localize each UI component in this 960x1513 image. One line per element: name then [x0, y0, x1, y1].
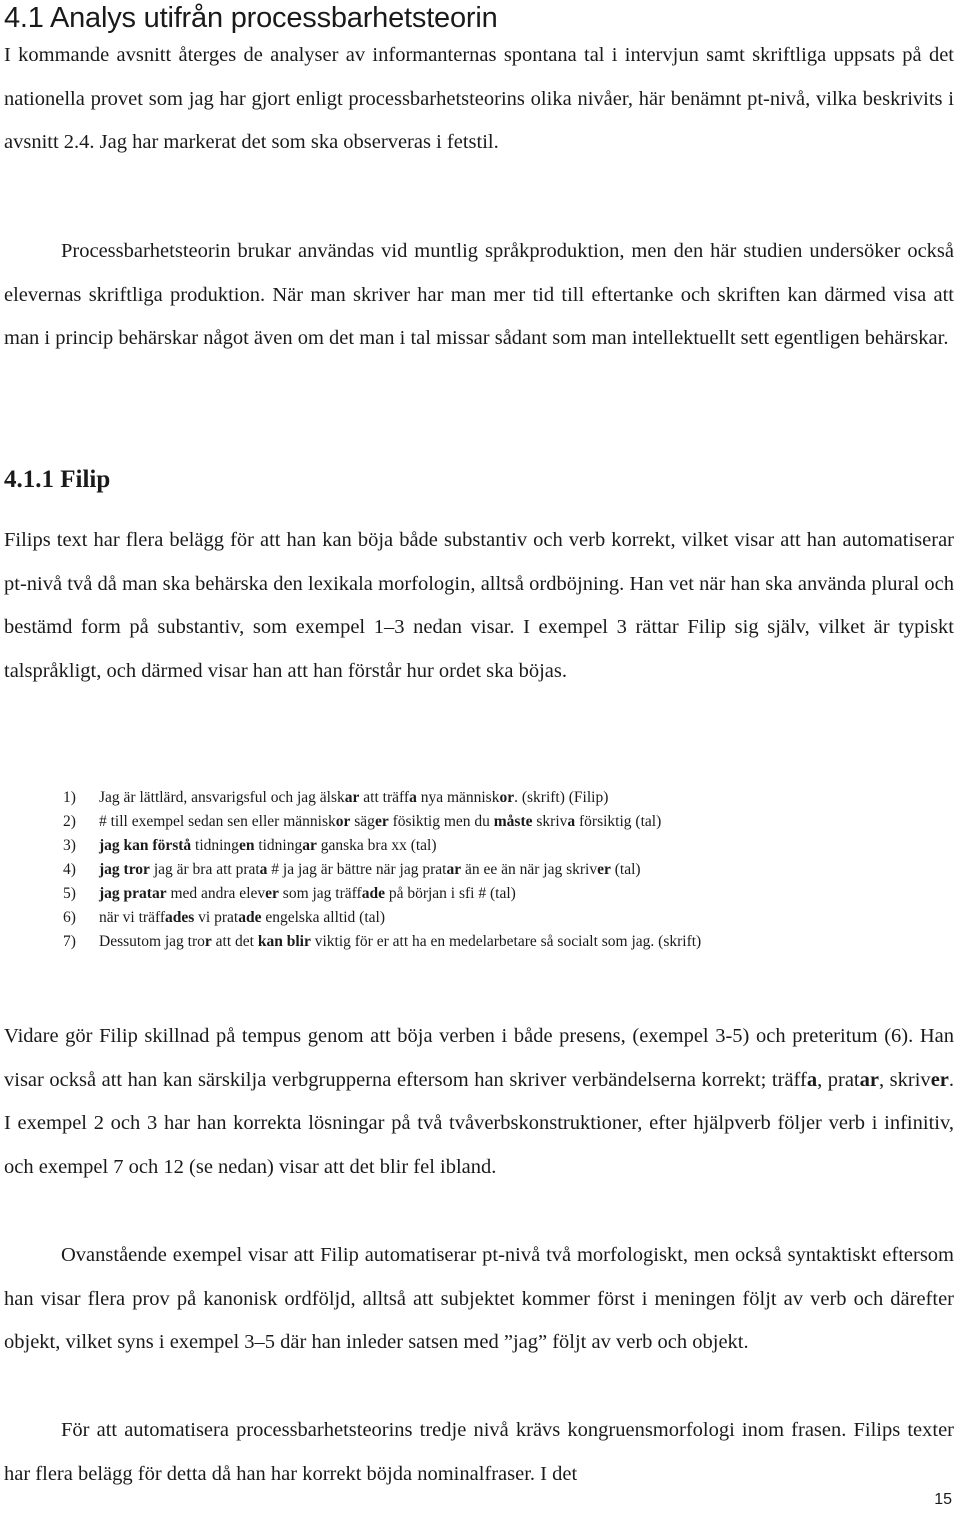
text-segment: som jag träff: [278, 885, 362, 902]
text-segment: jag är bra att prat: [149, 861, 260, 878]
example-number: 1): [63, 789, 76, 806]
example-text: [99, 930, 900, 954]
bold-segment: kan blir: [257, 933, 311, 950]
example-number: 5): [63, 885, 76, 902]
text-segment: Vidare gör Filip skillnad på tempus genom att böja verben i både presens, (exempel 3-5) och preteritum (6). Han visar också att han kan särskilja verbgrupperna eftersom han skriver verbändelserna korrekt; träff: [4, 1025, 954, 1091]
example-item: [0, 810, 900, 834]
paragraph-intro: I kommande avsnitt återges de analyser av informanternas spontana tal i intervjun samt skriftliga uppsats på det nationella provet som jag har gjort enligt processbarhetsteorins olika nivåer, här benämnt pt-nivå, vilka beskrivits i avsnitt 2.4. Jag har markerat det som ska observeras i fetstil.: [4, 44, 954, 153]
bold-segment: er: [930, 1068, 949, 1091]
text-segment: För att automatisera processbarhetsteorins tredje nivå krävs kongruensmorfologi inom frasen. Filips texter har flera belägg för detta då han har korrekt böjda nominalfraser. I det: [4, 1419, 954, 1485]
bold-segment: a: [567, 813, 576, 830]
paragraph-agreement: [4, 1409, 954, 1496]
text-segment: . I exempel 2 och 3 har han korrekta lösningar på två tvåverbskonstruktioner, efter hjälpverb följer verb i infinitiv, och exempel 7 och 12 (se nedan) visar att det blir fel ibland.: [4, 1068, 955, 1178]
text-segment: med andra elev: [166, 885, 266, 902]
page-number: 15: [934, 1491, 952, 1508]
text-segment: # till exempel sedan sen eller människ: [99, 813, 336, 830]
example-text: [99, 834, 900, 858]
example-text: [99, 906, 900, 930]
text-segment: tidning: [191, 837, 239, 854]
bold-segment: ade: [238, 909, 262, 926]
bold-segment: er: [265, 885, 279, 902]
text-segment: (tal): [610, 861, 641, 878]
text-segment: när vi träff: [99, 909, 165, 926]
example-item: [0, 858, 900, 882]
subsection-heading: 4.1.1 Filip: [4, 466, 111, 493]
section-heading: 4.1 Analys utifrån processbarhetsteorin: [4, 2, 498, 34]
bold-segment: er: [597, 861, 611, 878]
bold-segment: måste: [493, 813, 533, 830]
text-segment: , skriv: [879, 1068, 931, 1091]
text-segment: viktig för er att ha en medelarbetare så socialt som jag. (skrift): [310, 933, 702, 950]
bold-segment: ar: [446, 861, 462, 878]
text-segment: på början i sfi # (tal): [384, 885, 516, 902]
paragraph-syntax: [4, 1234, 954, 1365]
example-number: 6): [63, 909, 76, 926]
text-segment: försiktig (tal): [575, 813, 662, 830]
bold-segment: a: [806, 1068, 818, 1091]
text-segment: att det: [211, 933, 258, 950]
bold-segment: or: [335, 813, 351, 830]
text-segment: # ja jag är bättre när jag prat: [267, 861, 447, 878]
text-segment: Ovanstående exempel visar att Filip automatiserar pt-nivå två morfologiskt, men också syntaktiskt eftersom han visar flera prov på kanonisk ordföljd, alltså att subjektet kommer först i meningen följt av verb och därefter objekt, vilket syns i exempel 3–5 där han inleder satsen med ”jag” följt av verb och objekt.: [4, 1244, 954, 1353]
text-segment: , prat: [817, 1068, 860, 1091]
text-segment: skriv: [532, 813, 568, 830]
text-segment: tidning: [254, 837, 303, 854]
paragraph-filip-intro: Filips text har flera belägg för att han kan böja både substantiv och verb korrekt, vilket visar att han automatiserar pt-nivå två då man ska behärska den lexikala morfologin, alltså ordböjning. Han vet när han ska använda plural och bestämd form på substantiv, som exempel 1–3 nedan visar. I exempel 3 rättar Filip sig själv, vilket är typiskt talspråkligt, och därmed visar han att han förstår hur ordet ska böjas.: [4, 529, 954, 682]
text-segment: ganska bra xx (tal): [316, 837, 437, 854]
text-segment: Jag är lättlärd, ansvarigsful och jag älsk: [99, 789, 345, 806]
text-segment: . (skrift) (Filip): [514, 789, 609, 806]
bold-segment: jag pratar: [99, 885, 167, 902]
example-item: [0, 930, 900, 954]
example-text: [99, 882, 900, 906]
bold-segment: ar: [344, 789, 360, 806]
example-item: [0, 882, 900, 906]
text-segment: engelska alltid (tal): [261, 909, 385, 926]
bold-segment: er: [374, 813, 389, 830]
bold-segment: en: [238, 837, 255, 854]
bold-segment: jag tror: [99, 861, 150, 878]
text-segment: fösiktig men du: [388, 813, 494, 830]
bold-segment: r: [204, 933, 212, 950]
example-number: 7): [63, 933, 76, 950]
text-segment: vi prat: [194, 909, 239, 926]
example-item: [0, 786, 900, 810]
bold-segment: jag kan förstå: [99, 837, 192, 854]
bold-segment: ar: [859, 1068, 879, 1091]
example-list: [0, 786, 900, 954]
example-number: 2): [63, 813, 76, 830]
bold-segment: a: [259, 861, 268, 878]
bold-segment: a: [409, 789, 417, 806]
example-text: [99, 810, 900, 834]
text-segment: nya människ: [416, 789, 500, 806]
text-segment: säg: [350, 813, 375, 830]
example-item: [0, 906, 900, 930]
paragraph-tempus: [4, 1015, 954, 1189]
example-number: 4): [63, 861, 76, 878]
example-text: [99, 858, 900, 882]
example-text: [99, 786, 900, 810]
bold-segment: ar: [302, 837, 317, 854]
example-number: 3): [63, 837, 76, 854]
bold-segment: or: [499, 789, 515, 806]
text-segment: Dessutom jag tro: [99, 933, 205, 950]
example-item: [0, 834, 900, 858]
bold-segment: ades: [165, 909, 195, 926]
paragraph-method: Processbarhetsteorin brukar användas vid muntlig språkproduktion, men den här studien undersöker också elevernas skriftliga produktion. När man skriver har man mer tid till eftertanke och skriften kan därmed visa att man i princip behärskar något även om det man i tal missar sådant som man intellektuellt sett egentligen behärskar.: [4, 240, 954, 349]
bold-segment: ade: [361, 885, 385, 902]
text-segment: än ee än när jag skriv: [461, 861, 598, 878]
text-segment: att träff: [359, 789, 410, 806]
